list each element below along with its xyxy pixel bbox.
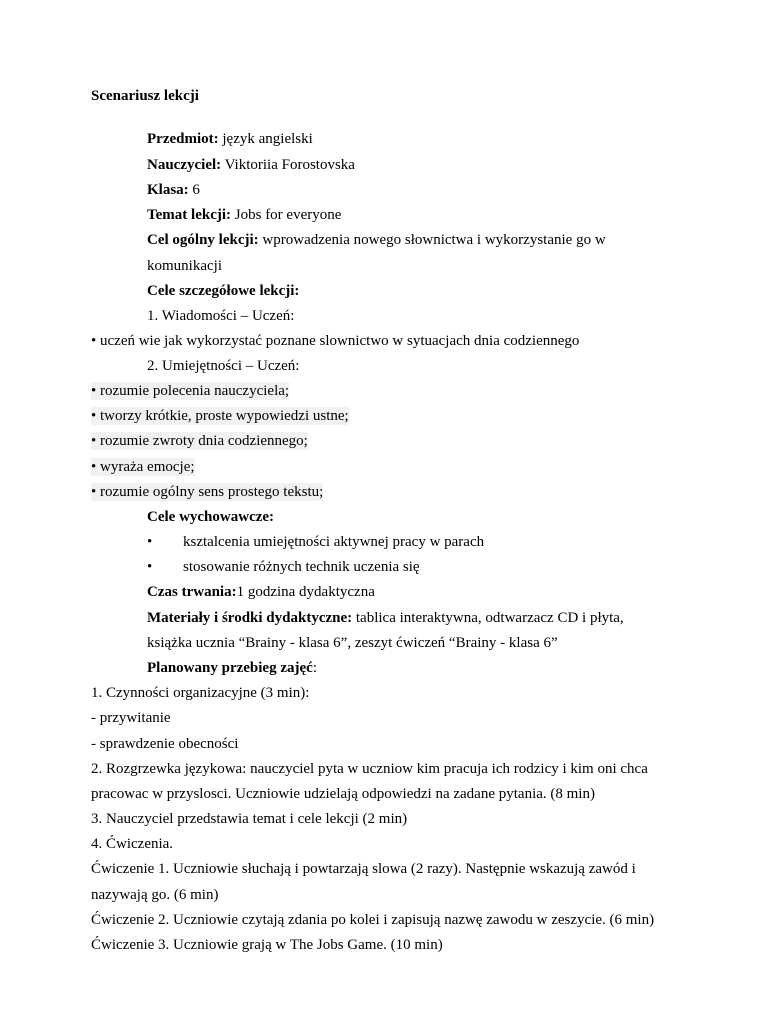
duration-value: 1 godzina dydaktyczna bbox=[236, 584, 375, 600]
plan-line: - sprawdzenie obecności bbox=[91, 736, 239, 752]
duration-label: Czas trwania: bbox=[147, 584, 237, 600]
materials-label: Materiały i środki dydaktyczne: bbox=[147, 610, 353, 626]
materials-line bbox=[147, 609, 624, 627]
plan-line: 4. Ćwiczenia. bbox=[91, 836, 174, 852]
plan-line: nazywają go. (6 min) bbox=[91, 887, 219, 903]
detailed-goals-heading: Cele szczegółowe lekcji: bbox=[147, 283, 300, 299]
topic-label: Temat lekcji: bbox=[147, 207, 232, 223]
teacher-line bbox=[147, 156, 355, 174]
plan-line: pracowac w przyslosci. Uczniowie udzielają odpowiedzi na zadane pytania. (8 min) bbox=[91, 786, 595, 802]
topic-value: Jobs for everyone bbox=[231, 207, 342, 223]
knowledge-heading: 1. Wiadomości – Uczeń: bbox=[147, 308, 295, 324]
class-label: Klasa: bbox=[147, 182, 189, 198]
skills-item: • rozumie zwroty dnia codziennego; bbox=[91, 433, 308, 449]
plan-line: Ćwiczenie 2. Uczniowie czytają zdania po kolei i zapisują nazwę zawodu w zeszycie. (6 min) bbox=[91, 912, 655, 928]
duration-line bbox=[147, 583, 375, 601]
skills-heading: 2. Umiejętności – Uczeń: bbox=[147, 358, 300, 374]
materials-value: tablica interaktywna, odtwarzacz CD i płyta, bbox=[352, 610, 624, 626]
bullet: • bbox=[147, 534, 153, 550]
plan-line: 2. Rozgrzewka językowa: nauczyciel pyta w uczniow kim pracuja ich rodzicy i kim oni chca bbox=[91, 761, 648, 777]
teacher-label: Nauczyciel: bbox=[147, 157, 222, 173]
plan-heading: Planowany przebieg zajęć: bbox=[147, 660, 317, 676]
goal-line bbox=[147, 231, 606, 249]
plan-line: Ćwiczenie 3. Uczniowie grają w The Jobs Game. (10 min) bbox=[91, 937, 443, 953]
goal-label: Cel ogólny lekcji: bbox=[147, 232, 259, 248]
skills-item: • tworzy krótkie, proste wypowiedzi ustne; bbox=[91, 408, 349, 424]
subject-line bbox=[147, 130, 313, 148]
skills-item: • rozumie ogólny sens prostego tekstu; bbox=[91, 484, 324, 500]
subject-label: Przedmiot: bbox=[147, 131, 219, 147]
educational-goals-heading: Cele wychowawcze: bbox=[147, 509, 275, 525]
document-title: Scenariusz lekcji bbox=[91, 88, 199, 104]
teacher-value: Viktoriia Forostovska bbox=[221, 157, 355, 173]
skills-item: • rozumie polecenia nauczyciela; bbox=[91, 383, 290, 399]
materials-line-2: książka ucznia “Brainy - klasa 6”, zeszyt ćwiczeń “Brainy - klasa 6” bbox=[147, 635, 558, 651]
goal-line-2: komunikacji bbox=[147, 258, 222, 274]
educational-item-text: stosowanie różnych technik uczenia się bbox=[183, 559, 420, 575]
class-value: 6 bbox=[188, 182, 200, 198]
plan-line: 1. Czynności organizacyjne (3 min): bbox=[91, 685, 310, 701]
plan-line: Ćwiczenie 1. Uczniowie słuchają i powtarzają slowa (2 razy). Następnie wskazują zawód i bbox=[91, 861, 636, 877]
goal-value: wprowadzenia nowego słownictwa i wykorzystanie go w bbox=[258, 232, 606, 248]
plan-line: - przywitanie bbox=[91, 710, 171, 726]
bullet: • bbox=[147, 559, 153, 575]
class-line bbox=[147, 181, 200, 199]
subject-value: język angielski bbox=[218, 131, 313, 147]
topic-line bbox=[147, 206, 341, 224]
educational-item-text: ksztalcenia umiejętności aktywnej pracy w parach bbox=[183, 534, 485, 550]
knowledge-item: • uczeń wie jak wykorzystać poznane slownictwo w sytuacjach dnia codziennego bbox=[91, 333, 580, 349]
skills-item: • wyraża emocje; bbox=[91, 459, 195, 475]
plan-line: 3. Nauczyciel przedstawia temat i cele lekcji (2 min) bbox=[91, 811, 408, 827]
